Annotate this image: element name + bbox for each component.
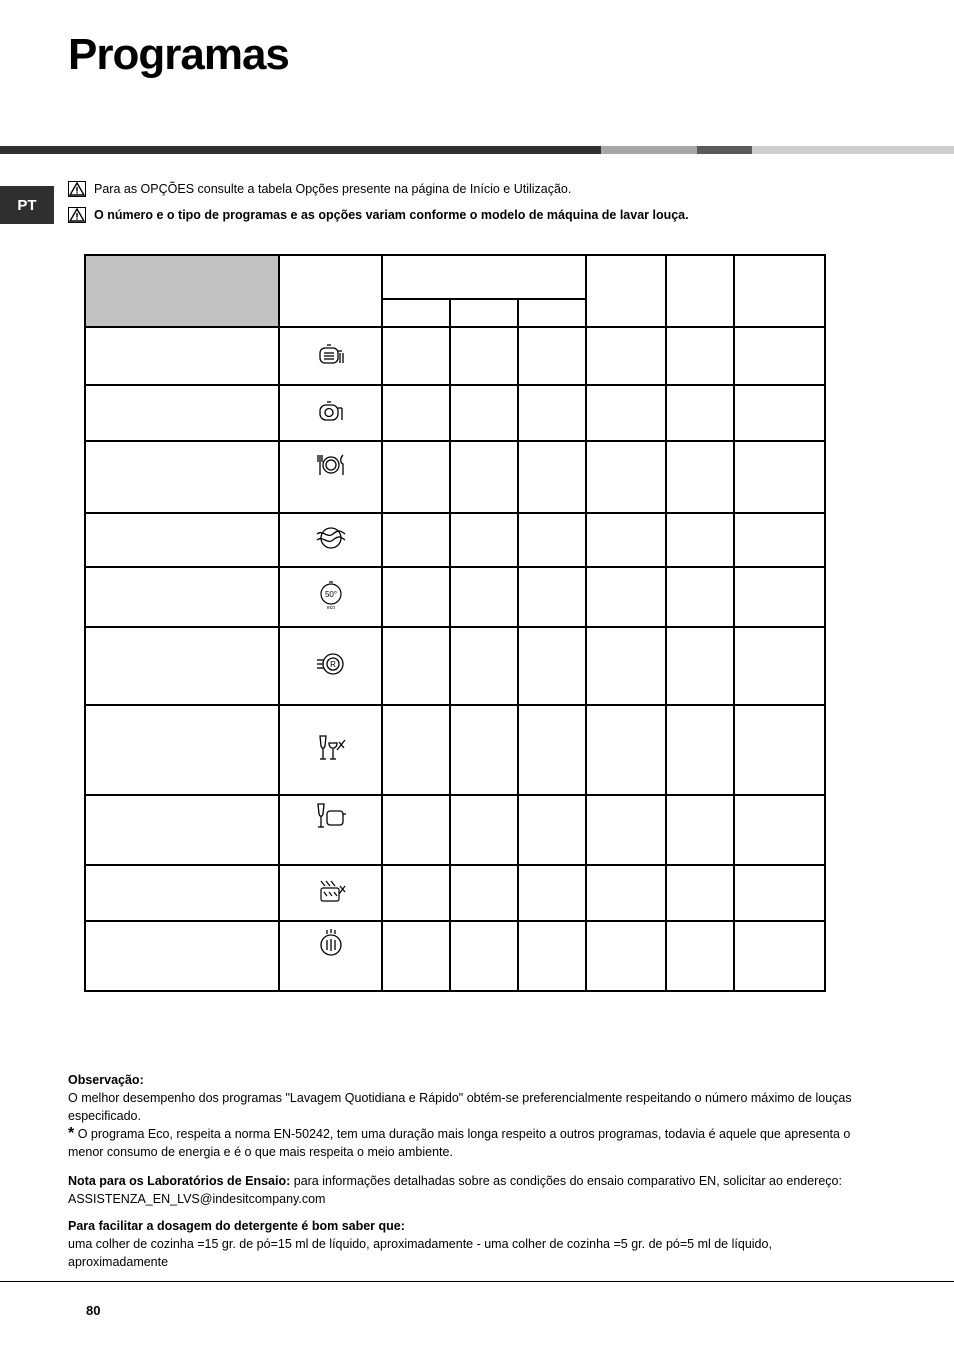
header-group <box>382 255 586 299</box>
svg-text:eco: eco <box>326 604 335 611</box>
program-name-cell <box>85 627 279 705</box>
program-name-cell <box>85 327 279 385</box>
header-bar-dark <box>0 146 601 154</box>
observation-text: O melhor desempenho dos programas "Lavagem Quotidiana e Rápido" obtém-se preferencialmente respeitando o número máximo de louças especificado. <box>68 1091 852 1123</box>
program-name-cell <box>85 441 279 513</box>
half-load-icon <box>316 928 346 958</box>
observation-heading: Observação: <box>68 1073 144 1087</box>
footer-divider <box>0 1281 954 1282</box>
note-models <box>68 207 689 223</box>
glass-pot-icon <box>315 802 347 830</box>
header-program <box>85 255 279 327</box>
header-bar-dark2 <box>697 146 752 154</box>
note-text: O número e o tipo de programas e as opções variam conforme o modelo de máquina de lavar louça. <box>94 208 689 222</box>
program-name-cell <box>85 795 279 865</box>
warning-icon <box>68 207 86 223</box>
table-row <box>85 795 825 865</box>
observation-note <box>68 1071 868 1161</box>
header-col-4 <box>586 255 666 327</box>
header-sub-2 <box>450 299 518 327</box>
svg-text:50°: 50° <box>324 589 337 599</box>
header-sub-1 <box>382 299 450 327</box>
glasses-icon <box>315 734 347 762</box>
warning-icon <box>68 181 86 197</box>
asterisk: * <box>68 1125 75 1142</box>
eco-wave-icon <box>315 525 347 551</box>
svg-text:R: R <box>329 659 336 669</box>
table-row <box>85 705 825 795</box>
table-row <box>85 513 825 567</box>
plates-cutlery-icon <box>315 452 347 478</box>
heavy-pots-icon <box>316 341 346 367</box>
dosage-heading: Para facilitar a dosagem do detergente é bom saber que: <box>68 1219 405 1233</box>
table-row <box>85 441 825 513</box>
lab-note <box>68 1172 868 1208</box>
pots-icon <box>316 398 346 424</box>
header-bar-light <box>752 146 954 154</box>
table-row <box>85 567 825 627</box>
header-col-5 <box>666 255 734 327</box>
dosage-note <box>68 1217 868 1271</box>
table-row <box>85 921 825 991</box>
program-name-cell <box>85 567 279 627</box>
rapid-r-icon <box>315 651 347 677</box>
header-sub-3 <box>518 299 586 327</box>
programs-table <box>84 254 826 992</box>
program-name-cell <box>85 921 279 991</box>
dosage-text: uma colher de cozinha =15 gr. de pó=15 ml de líquido, aproximadamente - uma colher de cozinha =5 gr. de pó=5 ml de líquido, aproximadamente <box>68 1237 772 1269</box>
table-row <box>85 327 825 385</box>
header-icon <box>279 255 382 327</box>
header-col-6 <box>734 255 825 327</box>
page-number: 80 <box>86 1303 101 1318</box>
header-bar-mid <box>601 146 697 154</box>
soak-icon <box>315 878 347 904</box>
eco-50-timer-icon <box>316 579 346 611</box>
note-options <box>68 181 571 197</box>
program-name-cell <box>85 513 279 567</box>
table-row <box>85 865 825 921</box>
table-row <box>85 385 825 441</box>
lab-heading: Nota para os Laboratórios de Ensaio: <box>68 1174 291 1188</box>
program-name-cell <box>85 385 279 441</box>
table-row <box>85 627 825 705</box>
lab-text: para informações detalhadas sobre as condições do ensaio comparativo EN, solicitar ao endereço: ASSISTENZA_EN_LVS@indesitcompany.com <box>68 1174 842 1206</box>
program-name-cell <box>85 865 279 921</box>
page-title: Programas <box>68 30 289 79</box>
program-name-cell <box>85 705 279 795</box>
language-tab: PT <box>0 186 54 224</box>
note-text: Para as OPÇÕES consulte a tabela Opções presente na página de Início e Utilização. <box>94 182 572 196</box>
eco-note-text: O programa Eco, respeita a norma EN-50242, tem uma duração mais longa respeito a outros programas, todavia é aquele que apresenta o menor consumo de energia e é o que mais respeita o meio ambiente. <box>68 1127 851 1159</box>
